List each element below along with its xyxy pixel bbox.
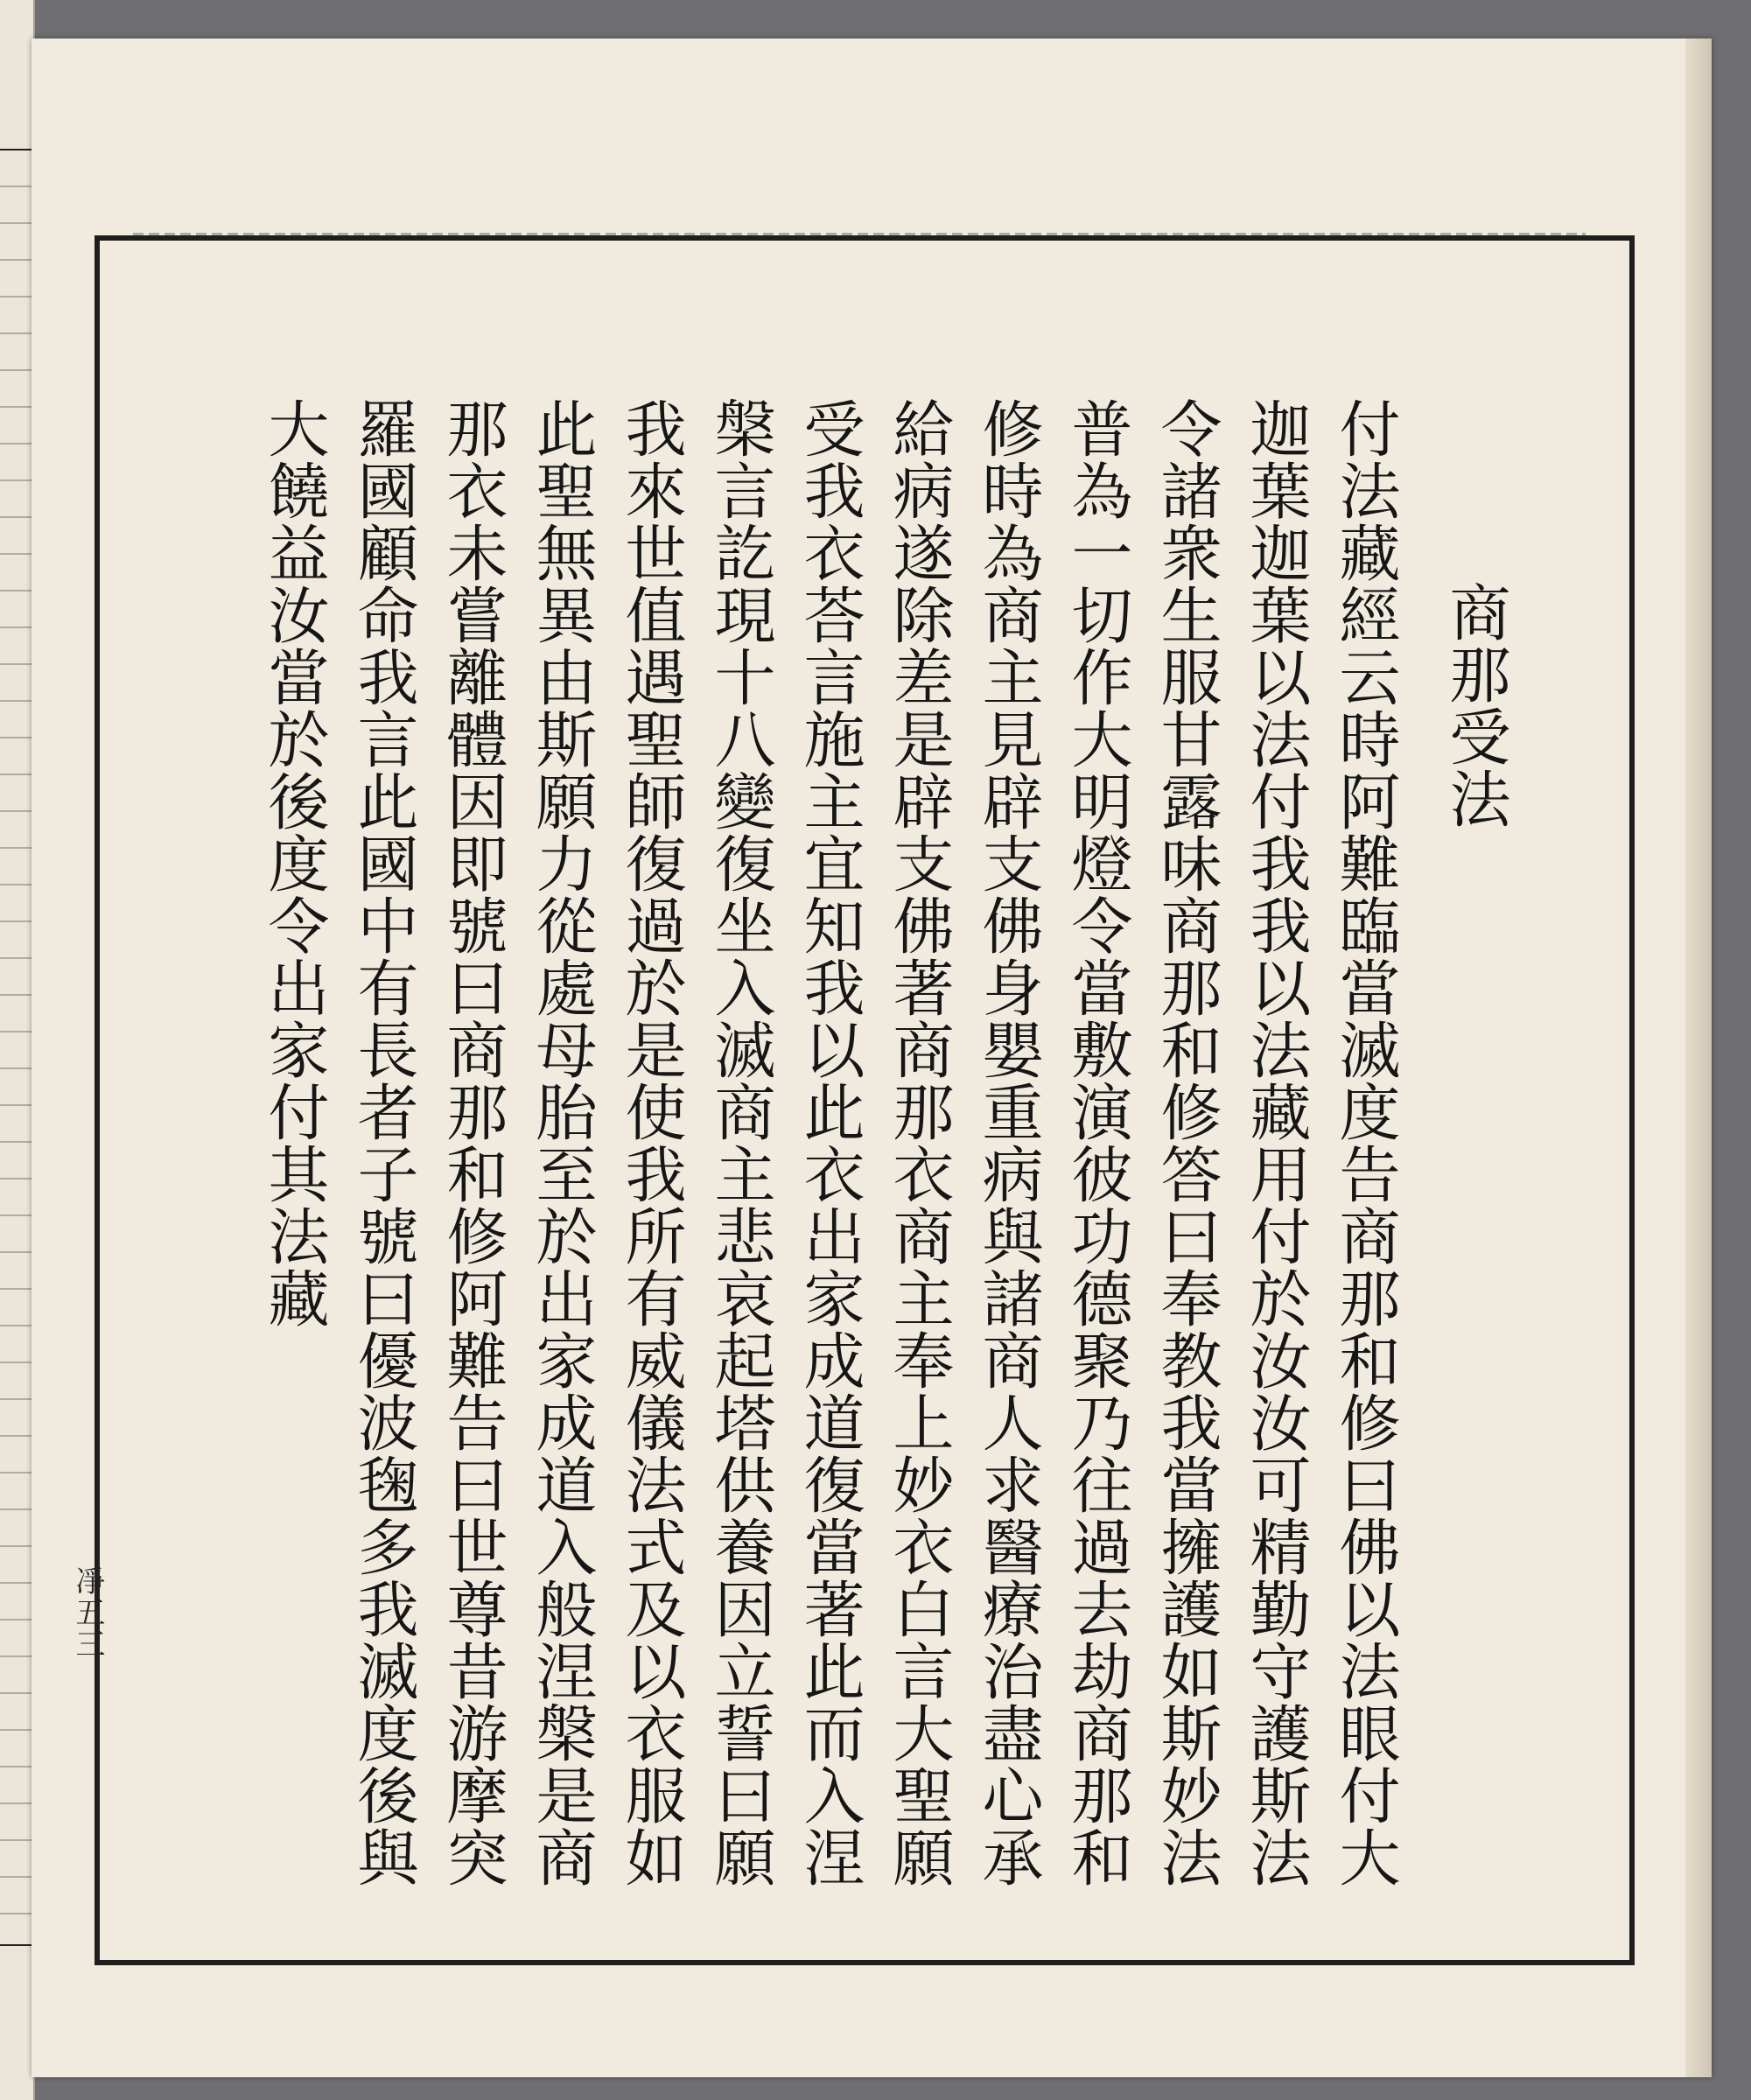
- vertical-text-block: [258, 397, 1519, 1920]
- text-column: 羅國顧命我言此國中有長者子號曰優波毱多我滅度後與: [347, 397, 419, 1888]
- text-column: 我來世值遇聖師復過於是使我所有威儀法式及以衣服如: [615, 397, 687, 1888]
- text-column: 給病遂除差是辟支佛著商那衣商主奉上妙衣白言大聖願: [883, 397, 955, 1888]
- adjacent-page-edge: [0, 0, 35, 2100]
- text-column: 那衣未嘗離體因即號曰商那和修阿難告曰世尊昔游摩突: [437, 397, 508, 1888]
- book-page: [32, 38, 1712, 2077]
- text-column: 令諸衆生服甘露味商那和修答曰奉教我當擁護如斯妙法: [1151, 397, 1222, 1888]
- text-column: 普為一切作大明燈令當敷演彼功德聚乃往過去劫商那和: [1061, 397, 1133, 1888]
- adjacent-page-illustration: [0, 149, 33, 1946]
- text-column: 修時為商主見辟支佛身嬰重病與諸商人求醫療治盡心承: [972, 397, 1044, 1888]
- text-column: 大饒益汝當於後度令出家付其法藏: [258, 397, 330, 1329]
- text-column: 槃言訖現十八變復坐入滅商主悲哀起塔供養因立誓曰願: [704, 397, 776, 1888]
- text-column: 此聖無異由斯願力從處母胎至於出家成道入般涅槃是商: [526, 397, 598, 1888]
- text-column: 付法藏經云時阿難臨當滅度告商那和修曰佛以法眼付大: [1329, 397, 1401, 1888]
- text-column: 迦葉迦葉以法付我我以法藏用付於汝汝可精勤守護斯法: [1240, 397, 1312, 1888]
- page-edge-shadow: [1685, 38, 1712, 2077]
- text-column: 受我衣荅言施主宜知我以此衣出家成道復當著此而入涅: [794, 397, 865, 1888]
- page-number: 凈五三: [70, 1565, 105, 1660]
- section-title: 商那受法: [1439, 581, 1511, 830]
